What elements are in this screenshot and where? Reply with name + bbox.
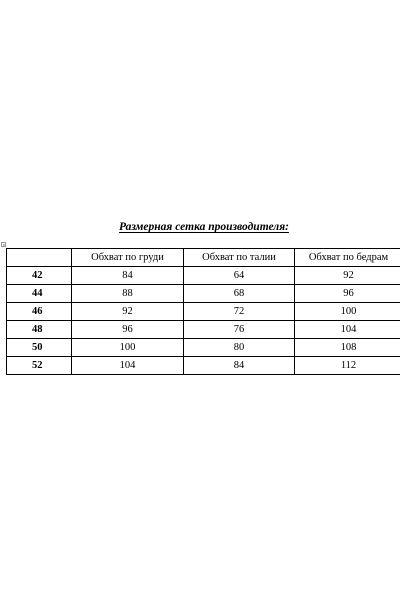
header-chest: Обхват по груди <box>72 249 184 267</box>
chest-cell: 100 <box>72 339 184 357</box>
waist-cell: 76 <box>184 321 295 339</box>
table-anchor-icon <box>1 242 6 247</box>
size-cell: 44 <box>7 285 72 303</box>
chest-cell: 96 <box>72 321 184 339</box>
header-hips: Обхват по бедрам <box>295 249 400 267</box>
table-row <box>7 339 400 357</box>
table-row <box>7 267 400 285</box>
table-title: Размерная сетка производителя: <box>119 221 289 233</box>
table-header-row <box>7 249 400 267</box>
chest-cell: 84 <box>72 267 184 285</box>
size-cell: 52 <box>7 357 72 375</box>
size-cell: 48 <box>7 321 72 339</box>
size-cell: 50 <box>7 339 72 357</box>
size-cell: 46 <box>7 303 72 321</box>
size-cell: 42 <box>7 267 72 285</box>
header-size <box>7 249 72 267</box>
waist-cell: 84 <box>184 357 295 375</box>
chest-cell: 88 <box>72 285 184 303</box>
hips-cell: 112 <box>295 357 400 375</box>
waist-cell: 80 <box>184 339 295 357</box>
hips-cell: 108 <box>295 339 400 357</box>
header-waist: Обхват по талии <box>184 249 295 267</box>
size-chart-table <box>6 248 400 375</box>
table-row <box>7 321 400 339</box>
table-row <box>7 357 400 375</box>
hips-cell: 96 <box>295 285 400 303</box>
chest-cell: 104 <box>72 357 184 375</box>
hips-cell: 92 <box>295 267 400 285</box>
waist-cell: 68 <box>184 285 295 303</box>
chest-cell: 92 <box>72 303 184 321</box>
hips-cell: 100 <box>295 303 400 321</box>
waist-cell: 72 <box>184 303 295 321</box>
table-row <box>7 303 400 321</box>
hips-cell: 104 <box>295 321 400 339</box>
waist-cell: 64 <box>184 267 295 285</box>
table-row <box>7 285 400 303</box>
